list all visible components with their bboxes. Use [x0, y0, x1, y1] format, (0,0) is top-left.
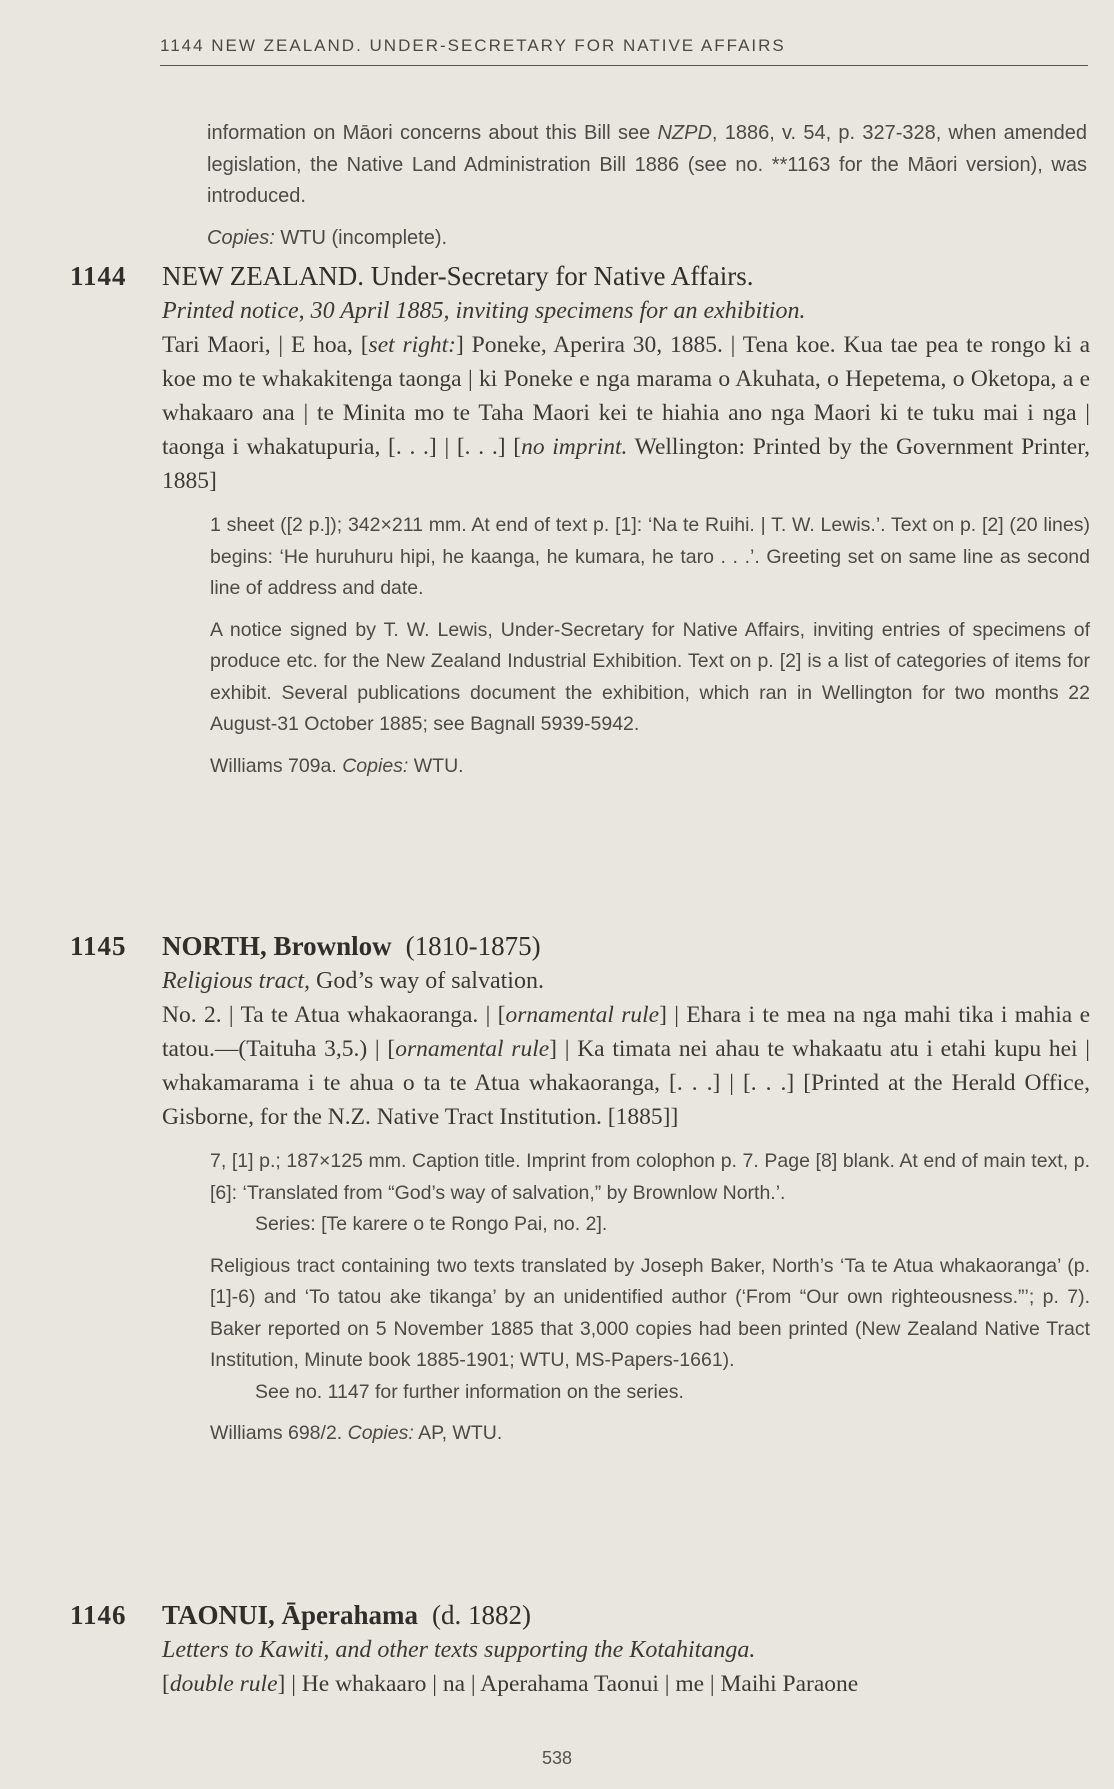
entry-name — [162, 928, 541, 964]
entry-title — [162, 964, 1090, 998]
entry-1145 — [70, 928, 1090, 1450]
copies-value: AP, WTU. — [413, 1422, 503, 1444]
entry-note: Religious tract containing two texts translated by Joseph Baker, North’s ‘Ta te Atua whakaoranga’ (p. [1]-6) and ‘To tatou ake tikanga’ by an unidentified author (‘From “Our own righteousness.”’; p. 7). Baker reported on 5 November 1885 that 3,000 copies had been printed (New Zealand Native Tract Institution, Minute book 1885-1901; WTU, MS-Papers-1661). — [210, 1254, 1090, 1371]
transcription-part: ] | He whakaaro | na | Aperahama Taonui | me | Maihi Paraone — [277, 1671, 859, 1697]
references: Williams 698/2. — [210, 1422, 348, 1444]
entry-author: TAONUI, Āperahama — [162, 1600, 418, 1630]
entry-references — [210, 751, 1090, 783]
transcription-part: No. 2. | Ta te Atua whakaoranga. | [ — [162, 1002, 506, 1028]
entry-name: NEW ZEALAND. Under-Secretary for Native Affairs. — [162, 261, 754, 291]
entry-1144 — [70, 258, 1090, 782]
intro-copies — [207, 223, 1087, 255]
entry-notes — [210, 510, 1090, 782]
page-number: 538 — [541, 1748, 573, 1768]
running-head: 1144 NEW ZEALAND. UNDER-SECRETARY FOR NATIVE AFFAIRS — [160, 36, 786, 55]
entry-heading — [70, 1597, 1090, 1633]
entry-transcription — [162, 328, 1090, 498]
copies-label: Copies: — [342, 754, 409, 777]
see-also: See no. 1147 for further information on the series. — [255, 1380, 684, 1403]
intro-text-2: , 1886, v. 54, p. 327-328, when amended legislation, the Native Land Administration Bill 1886 (see no. **1163 for the Māori version), was introduced. — [207, 122, 1087, 207]
title-rest: God’s way of salvation. — [309, 968, 544, 994]
physical-description: 1 sheet ([2 p.]); 342×211 mm. At end of text p. [1]: ‘Na te Ruihi. | T. W. Lewis.’. Text on p. [2] (20 lines) begins: ‘He huruhuru hipi, he kaanga, he kumara, he taro . . .’. Greeting set on same line as second line of address and date. — [210, 514, 1090, 599]
entry-number: 1146 — [70, 1600, 127, 1630]
entry-notes — [210, 1146, 1090, 1450]
entry-heading — [70, 258, 1090, 294]
copies-value: WTU (incomplete). — [274, 226, 448, 249]
title-italic: Religious tract, — [162, 968, 310, 994]
entry-title: Letters to Kawiti, and other texts supporting the Kotahitanga. — [162, 1637, 756, 1663]
copies-label: Copies: — [207, 226, 275, 249]
transcription-italic: set right: — [368, 332, 456, 358]
entry-title: Printed notice, 30 April 1885, inviting specimens for an exhibition. — [162, 298, 806, 324]
transcription-part: ] | Ehara i te mea na nga mahi tika i mahia e tatou.—(Taituha 3,5.) | [ — [162, 1002, 1090, 1062]
transcription-italic: ornamental rule — [505, 1002, 660, 1028]
transcription-part: Tari Maori, | E hoa, [ — [162, 332, 369, 358]
entry-1146 — [70, 1597, 1090, 1701]
transcription-italic: ornamental rule — [395, 1036, 550, 1062]
header-rule — [160, 65, 1088, 66]
intro-text-1: information on Māori concerns about this Bill see — [207, 122, 658, 144]
entry-transcription — [162, 1667, 1090, 1701]
transcription-part: ] Poneke, Aperira 30, 1885. | Tena koe. Kua tae pea te rongo ki a koe mo te whakakitenga taonga | ki Poneke e nga marama o Akuhata, o Hepetema, o Oketopa, a e whakaaro ana | te Minita mo te Taha Maori kei te hiahia ano nga Maori ki te tuku mai i nga | taonga i whakatupuria, [. . .] | [. . .] [ — [162, 332, 1090, 460]
transcription-italic: no imprint. — [521, 434, 628, 460]
transcription-part: ] | Ka timata nei ahau te whakaatu atu i etahi kupu hei | whakamarama i te ahua o ta te Atua whakaoranga, [. . .] | [. . .] [Printed at the Herald Office, Gisborne, for the N.Z. Native Tract Institution. [1885]] — [162, 1036, 1090, 1130]
entry-heading — [70, 928, 1090, 964]
physical-description: 7, [1] p.; 187×125 mm. Caption title. Imprint from colophon p. 7. Page [8] blank. At end of main text, p. [6]: ‘Translated from “God’s way of salvation,” by Brownlow North.’. — [210, 1150, 1090, 1204]
series-statement: Series: [Te karere o te Rongo Pai, no. 2]. — [255, 1213, 608, 1235]
entry-number: 1144 — [70, 261, 127, 291]
entry-transcription — [162, 998, 1090, 1134]
references: Williams 709a. — [210, 754, 343, 777]
copies-label: Copies: — [347, 1422, 414, 1444]
entry-number: 1145 — [70, 931, 127, 961]
entry-dates: (1810-1875) — [405, 931, 541, 961]
intro-paragraph — [207, 118, 1087, 213]
entry-note: A notice signed by T. W. Lewis, Under-Secretary for Native Affairs, inviting entries of specimens of produce etc. for the New Zealand Industrial Exhibition. Text on p. [2] is a list of categories of items for exhibit. Several publications document the exhibition, which ran in Wellington for two months 22 August-31 October 1885; see Bagnall 5939-5942. — [210, 618, 1090, 735]
entry-author: NORTH, Brownlow — [162, 931, 392, 961]
entry-dates: (d. 1882) — [432, 1600, 531, 1630]
entry-name — [162, 1597, 531, 1633]
transcription-part: [ — [162, 1671, 170, 1697]
transcription-part: Wellington: Printed by the Government Printer, 1885] — [162, 434, 1091, 494]
copies-value: WTU. — [408, 754, 464, 777]
intro-continuation — [207, 118, 1087, 254]
entry-references — [210, 1418, 1090, 1450]
transcription-italic: double rule — [169, 1671, 278, 1697]
intro-italic-ref: NZPD — [657, 122, 712, 144]
